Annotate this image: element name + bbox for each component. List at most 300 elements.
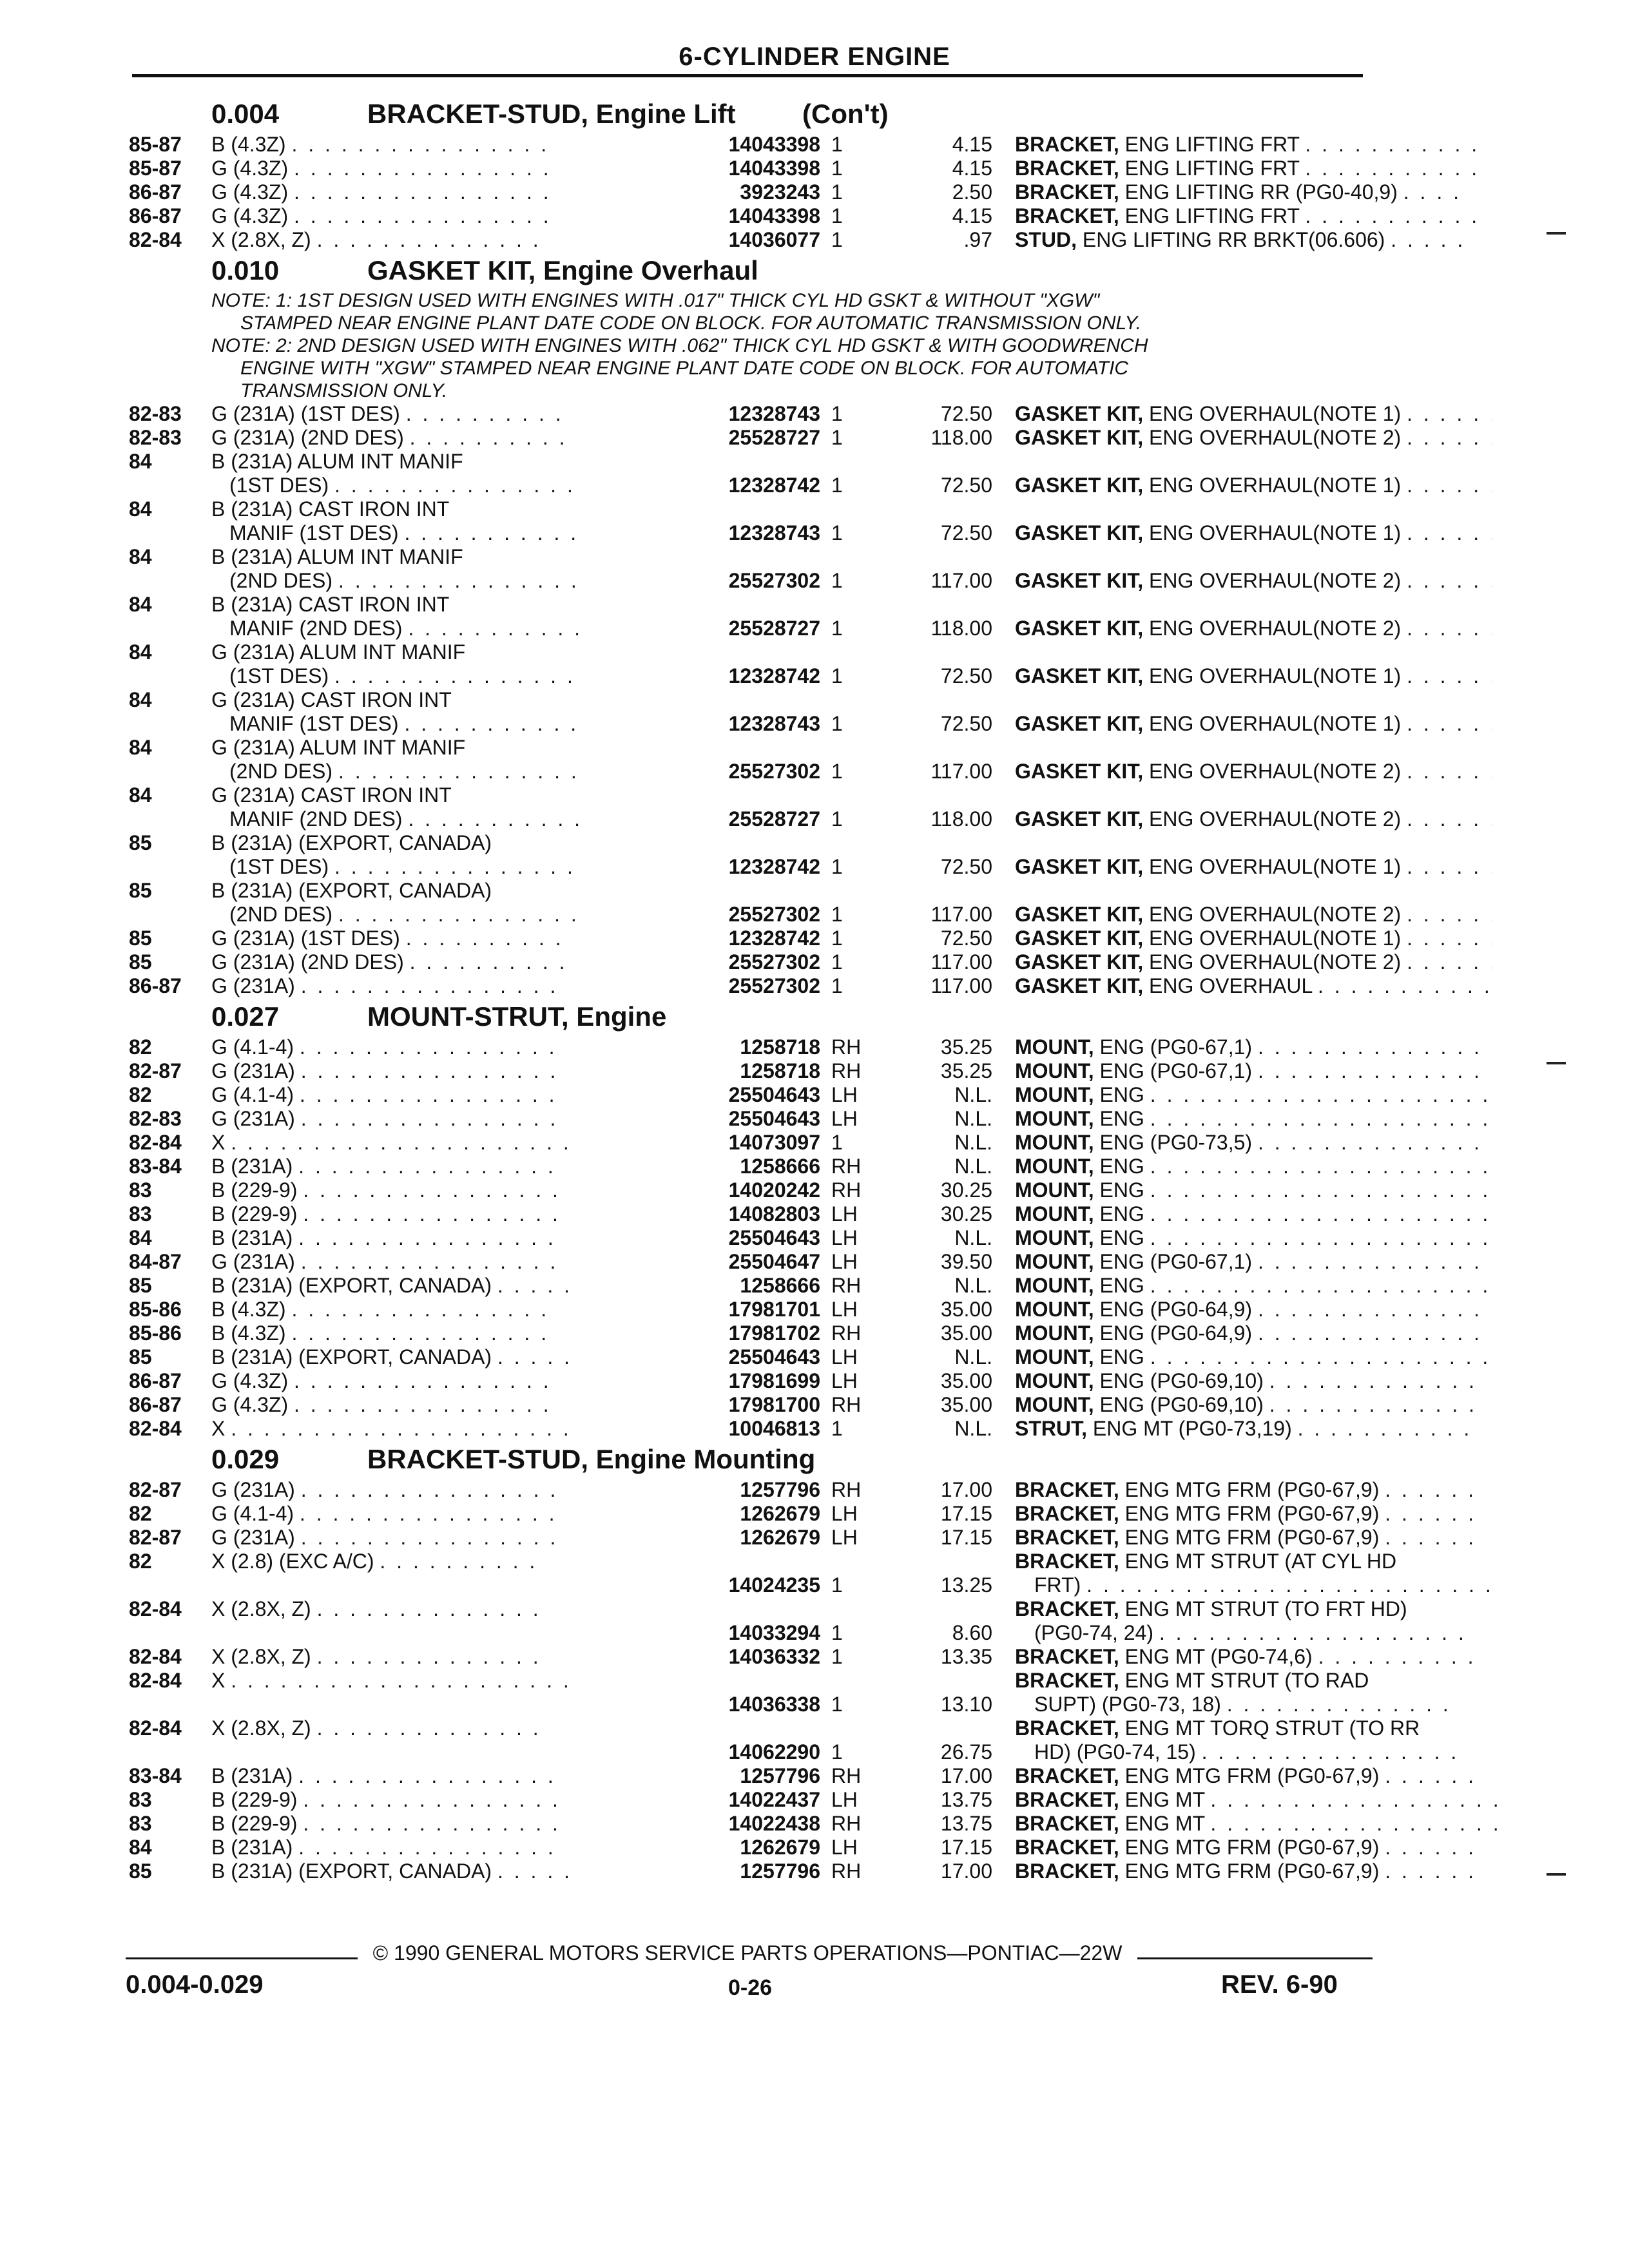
dot-leader [1150,1202,1498,1226]
price: 72.50 [940,664,992,687]
margin-mark [1547,1873,1566,1876]
part-number: 1257796 [740,1478,820,1501]
dot-leader [408,807,579,831]
description-line: MOUNT, ENG . . . [1015,1107,1498,1131]
dot-leader [410,426,566,450]
description-line: GASKET KIT, ENG OVERHAUL(NOTE 2) . . . [1015,950,1498,974]
model-years: 85-87 [129,157,182,180]
description [1015,1417,1498,1441]
description [1015,927,1498,950]
model-line: B (231A) . . . [211,1836,688,1860]
dot-leader [300,1502,554,1526]
description [1015,1274,1498,1298]
model-line: G (231A) . . . [211,1526,688,1550]
model-years: 84 [129,593,152,616]
model-line: G (231A) ALUM INT MANIF [211,736,466,759]
dot-leader [1407,712,1492,736]
description [1015,974,1498,998]
table-row [129,426,1402,450]
dot-leader [1305,133,1488,157]
description-line: BRACKET, ENG MTG FRM (PG0-67,9) . . . [1015,1860,1498,1883]
description-line: BRACKET, ENG MT STRUT (TO FRT HD) [1015,1597,1407,1620]
quantity: 1 [831,1693,843,1716]
price: 17.15 [940,1502,992,1525]
table-row [129,1478,1380,1502]
description-line: BRACKET, ENG LIFTING FRT . . . [1015,204,1498,228]
dot-leader [1258,1298,1478,1321]
dot-leader [301,1250,566,1274]
part-number: 14073097 [728,1131,820,1154]
description-noun: GASKET KIT, [1015,569,1144,592]
description-line: BRACKET, ENG MT TORQ STRUT (TO RR [1015,1716,1420,1740]
price: N.L. [954,1131,992,1154]
quantity: 1 [831,1740,843,1763]
quantity: LH [831,1107,858,1130]
model-line: G (4.3Z) . . . [211,204,688,228]
model-line: G (4.1-4) . . . [211,1035,688,1059]
model-line: G (231A) . . . [211,1478,688,1502]
model-years: 82-84 [129,1131,182,1154]
description-line: GASKET KIT, ENG OVERHAUL(NOTE 2) . . . [1015,903,1498,927]
dot-leader [1150,1178,1498,1202]
model-years: 84 [129,497,152,521]
description-noun: MOUNT, [1015,1202,1094,1225]
description-line: BRACKET, ENG LIFTING FRT . . . [1015,157,1498,180]
model-years: 82-84 [129,1597,182,1620]
model-years: 82-87 [129,1478,182,1501]
description-line: MOUNT, ENG (PG0-64,9) . . . [1015,1321,1498,1345]
part-number: 25504647 [728,1250,820,1273]
price: 30.25 [940,1202,992,1225]
table-row [129,1716,1420,1764]
table-row [129,1369,1373,1393]
table-row [129,1550,1397,1597]
table-row [129,1059,1373,1083]
description [1015,1393,1498,1417]
description [1015,1035,1498,1059]
dot-leader [294,157,559,180]
quantity: RH [831,1059,862,1082]
quantity: 1 [831,855,843,878]
description-line: MOUNT, ENG (PG0-67,1) . . . [1015,1250,1498,1274]
footer-section-range: 0.004-0.029 [126,1970,264,1999]
model-years: 84 [129,688,152,711]
model-years: 82-87 [129,1526,182,1549]
description-line: BRACKET, ENG MT STRUT (TO RAD [1015,1669,1369,1692]
dot-leader [298,1836,564,1860]
description [1015,1716,1498,1764]
description-noun: BRACKET, [1015,204,1119,227]
model-line: X (2.8X, Z) . . . [211,1597,688,1621]
part-number: 25527302 [728,950,820,974]
description-line: MOUNT, ENG . . . [1015,1226,1498,1250]
part-number: 25528727 [728,617,820,640]
table-row [129,402,1402,426]
description-line: GASKET KIT, ENG OVERHAUL(NOTE 1) . . . [1015,402,1498,426]
quantity: RH [831,1178,862,1202]
part-number: 1262679 [740,1836,820,1859]
description [1015,1321,1498,1345]
price: 35.00 [940,1369,992,1392]
description-noun: GASKET KIT, [1015,426,1144,449]
dot-leader [1407,402,1492,426]
price: 13.25 [940,1573,992,1597]
model-years: 85 [129,950,152,974]
dot-leader [303,1788,557,1812]
note-line: NOTE: 1: 1ST DESIGN USED WITH ENGINES WITH .017" THICK CYL HD GSKT & WITHOUT "XGW" [211,290,1100,311]
quantity: LH [831,1226,858,1249]
price: 35.00 [940,1321,992,1345]
description-noun: GASKET KIT, [1015,950,1144,974]
description [1015,1107,1498,1131]
description-line: FRT) . . . [1015,1573,1498,1597]
part-number: 1257796 [740,1764,820,1787]
description-noun: MOUNT, [1015,1107,1094,1130]
dot-leader [1150,1345,1498,1369]
description-line: STRUT, ENG MT (PG0-73,19) . . . [1015,1417,1498,1441]
dot-leader [338,569,575,593]
dot-leader [1258,1059,1478,1083]
model-years: 85-87 [129,133,182,156]
dot-leader [1258,1321,1478,1345]
part-number: 12328742 [728,664,820,687]
model-years: 82-83 [129,1107,182,1130]
dot-leader [1318,974,1498,998]
part-number: 14036077 [728,228,820,251]
table-row [129,1250,1373,1274]
model-line: X . . . [211,1417,688,1441]
description-noun: MOUNT, [1015,1369,1094,1392]
table-row [129,1274,1373,1298]
description [1015,1502,1498,1526]
model-years: 82 [129,1502,152,1525]
model-years: 84-87 [129,1250,182,1273]
description-line: MOUNT, ENG (PG0-69,10) . . . [1015,1369,1498,1393]
section-title: BRACKET-STUD, Engine Lift [367,99,736,129]
model-line: (2ND DES) . . . [211,903,688,927]
section-header [129,95,1373,133]
description [1015,180,1498,204]
dot-leader [231,1669,573,1693]
description-noun: MOUNT, [1015,1083,1094,1106]
price: 72.50 [940,474,992,497]
model-years: 85 [129,1274,152,1297]
price: 117.00 [930,569,992,592]
quantity: 1 [831,157,843,180]
description [1015,1226,1498,1250]
model-years: 86-87 [129,180,182,204]
quantity: 1 [831,664,843,687]
model-years: 85 [129,831,152,854]
description [1015,807,1498,831]
dot-leader [1407,927,1492,950]
table-row [129,1035,1373,1059]
dot-leader [294,180,559,204]
table-row [129,1178,1373,1202]
footer-page-number: 0-26 [728,1975,773,2000]
margin-mark [1547,232,1566,235]
section-number: 0.027 [211,1001,280,1032]
quantity: 1 [831,1131,843,1154]
description [1015,1202,1498,1226]
dot-leader [1150,1274,1498,1298]
description-line: GASKET KIT, ENG OVERHAUL . . . [1015,974,1498,998]
description [1015,903,1498,927]
dot-leader [303,1202,557,1226]
note-line: NOTE: 2: 2ND DESIGN USED WITH ENGINES WITH .062" THICK CYL HD GSKT & WITH GOODWRENCH [211,335,1148,356]
section-continued: (Con't) [802,99,889,129]
model-line: MANIF (1ST DES) . . . [211,712,688,736]
part-number: 25527302 [728,903,820,926]
dot-leader [301,1107,566,1131]
dot-leader [1407,807,1492,831]
dot-leader [1150,1155,1498,1178]
description [1015,569,1498,593]
part-number: 1258718 [740,1059,820,1082]
dot-leader [1407,521,1492,545]
model-years: 84 [129,736,152,759]
quantity: 1 [831,426,843,449]
dot-leader [1258,1035,1478,1059]
description-line: GASKET KIT, ENG OVERHAUL(NOTE 1) . . . [1015,927,1498,950]
table-row [129,640,1402,688]
table-row [129,1645,1373,1669]
quantity: 1 [831,1417,843,1440]
section-header [129,252,1373,289]
description-noun: STUD, [1015,228,1077,251]
table-row [129,1393,1373,1417]
description [1015,1369,1498,1393]
model-line: G (231A) (2ND DES) . . . [211,426,688,450]
description-line: BRACKET, ENG LIFTING FRT . . . [1015,133,1498,157]
model-line: G (231A) (1ST DES) . . . [211,927,688,950]
description-noun: GASKET KIT, [1015,402,1144,425]
dot-leader [338,760,575,783]
description [1015,1788,1498,1812]
model-application [211,1669,688,1693]
dot-leader [231,1417,573,1441]
dot-leader [298,1764,564,1788]
description-noun: BRACKET, [1015,1478,1119,1501]
quantity: LH [831,1202,858,1225]
price: 35.25 [940,1059,992,1082]
dot-leader [1407,903,1492,927]
price: N.L. [954,1107,992,1130]
part-number: 14062290 [728,1740,820,1763]
table-row [129,1345,1373,1369]
section-number: 0.010 [211,255,280,285]
quantity: RH [831,1155,862,1178]
table-row [129,736,1402,783]
description [1015,1250,1498,1274]
dot-leader [1407,426,1492,450]
description [1015,157,1498,180]
model-years: 83 [129,1812,152,1835]
description-noun: MOUNT, [1015,1345,1094,1369]
model-line: G (231A) . . . [211,1107,688,1131]
price: N.L. [954,1083,992,1106]
quantity: RH [831,1860,862,1883]
model-years: 85 [129,879,152,902]
description [1015,855,1498,879]
model-line: X . . . [211,1131,688,1155]
table-row [129,1321,1373,1345]
description [1015,1550,1498,1597]
dot-leader [1318,1645,1477,1669]
quantity: 1 [831,807,843,831]
dot-leader [1407,569,1492,593]
model-years: 83 [129,1202,152,1225]
quantity: 1 [831,569,843,592]
description-noun: BRACKET, [1015,1860,1119,1883]
part-number: 25527302 [728,569,820,592]
model-line: G (4.3Z) . . . [211,1393,688,1417]
price: 117.00 [930,950,992,974]
part-number: 14043398 [728,133,820,156]
quantity: 1 [831,521,843,544]
dot-leader [301,1526,566,1550]
dot-leader [291,1298,557,1321]
model-years: 84 [129,1836,152,1859]
model-years: 82 [129,1550,152,1573]
price: N.L. [954,1226,992,1249]
description-noun: BRACKET, [1015,1716,1119,1740]
model-years: 82-84 [129,228,182,251]
part-number: 1258666 [740,1155,820,1178]
model-years: 82-84 [129,1716,182,1740]
dot-leader [1407,855,1492,879]
description-noun: GASKET KIT, [1015,760,1144,783]
quantity: 1 [831,927,843,950]
description [1015,474,1498,497]
table-row [129,180,1398,204]
description-line: SUPT) (PG0-73, 18) . . . [1015,1693,1498,1716]
dot-leader [1407,617,1492,640]
model-line: G (231A) ALUM INT MANIF [211,640,466,664]
dot-leader [294,1393,559,1417]
table-row [129,228,1385,252]
table-row [129,450,1402,497]
table-row [129,783,1402,831]
part-number: 25504643 [728,1345,820,1369]
dot-leader [1258,1131,1478,1155]
model-line: B (4.3Z) . . . [211,1298,688,1321]
dot-leader [301,974,566,998]
description [1015,1597,1498,1645]
description-noun: BRACKET, [1015,180,1119,204]
dot-leader [1407,474,1492,497]
page-title: 6-CYLINDER ENGINE [679,43,950,71]
description [1015,426,1498,450]
part-number: 25504643 [728,1083,820,1106]
part-number: 25527302 [728,974,820,997]
section-note [211,289,1373,334]
price: 118.00 [930,807,992,831]
price: 117.00 [930,760,992,783]
part-number: 1258666 [740,1274,820,1297]
table-row [129,1298,1373,1321]
price: 30.25 [940,1178,992,1202]
note-line: ENGINE WITH "XGW" STAMPED NEAR ENGINE PLANT DATE CODE ON BLOCK. FOR AUTOMATIC [240,358,1129,379]
quantity: 1 [831,974,843,997]
model-line: B (231A) ALUM INT MANIF [211,545,463,568]
description [1015,950,1498,974]
table-row [129,1155,1373,1178]
description-line: GASKET KIT, ENG OVERHAUL(NOTE 1) . . . [1015,474,1498,497]
description-line: MOUNT, ENG (PG0-69,10) . . . [1015,1393,1498,1417]
part-number: 25527302 [728,760,820,783]
model-years: 84 [129,783,152,807]
description [1015,664,1498,688]
dot-leader [1227,1693,1459,1716]
description-line: MOUNT, ENG . . . [1015,1274,1498,1298]
table-row [129,1202,1373,1226]
model-years: 84 [129,450,152,473]
part-number: 12328743 [728,402,820,425]
table-row [129,927,1402,950]
model-years: 86-87 [129,974,182,997]
description [1015,1812,1498,1836]
description-noun: MOUNT, [1015,1274,1094,1297]
table-row [129,545,1402,593]
model-line: B (231A) CAST IRON INT [211,497,450,521]
model-years: 82-83 [129,426,182,449]
model-years: 84 [129,1226,152,1249]
description-noun: MOUNT, [1015,1298,1094,1321]
description-line: BRACKET, ENG MTG FRM (PG0-67,9) . . . [1015,1478,1498,1502]
model-line: X (2.8X, Z) . . . [211,1716,688,1740]
description [1015,1059,1498,1083]
model-line: G (231A) . . . [211,974,688,998]
price: 17.00 [940,1764,992,1787]
description-line: BRACKET, ENG MTG FRM (PG0-67,9) . . . [1015,1526,1498,1550]
model-line: B (229-9) . . . [211,1178,688,1202]
model-line: (1ST DES) . . . [211,664,688,688]
part-number: 17981700 [728,1393,820,1416]
description-line: BRACKET, ENG MT STRUT (AT CYL HD [1015,1550,1397,1573]
dot-leader [1258,1250,1478,1274]
description [1015,228,1498,252]
table-row [129,688,1402,736]
description [1015,133,1498,157]
price: 39.50 [940,1250,992,1273]
section-title: MOUNT-STRUT, Engine [367,1001,667,1032]
dot-leader [380,1550,546,1573]
description-line: MOUNT, ENG . . . [1015,1155,1498,1178]
price: 4.15 [952,157,992,180]
table-row [129,1669,1373,1716]
price: N.L. [954,1155,992,1178]
description-noun: MOUNT, [1015,1393,1094,1416]
price: 118.00 [930,426,992,449]
model-line: G (4.3Z) . . . [211,180,688,204]
model-line: G (4.1-4) . . . [211,1083,688,1107]
model-line: MANIF (2ND DES) . . . [211,807,688,831]
model-line: (2ND DES) . . . [211,569,688,593]
price: 13.10 [940,1693,992,1716]
quantity: 1 [831,180,843,204]
description-line: GASKET KIT, ENG OVERHAUL(NOTE 1) . . . [1015,664,1498,688]
part-number: 14043398 [728,157,820,180]
dot-leader [1385,1764,1482,1788]
description [1015,402,1498,426]
price: .97 [963,228,992,251]
part-number: 12328742 [728,927,820,950]
description-noun: BRACKET, [1015,1669,1119,1692]
quantity: RH [831,1321,862,1345]
quantity: 1 [831,712,843,735]
price: N.L. [954,1417,992,1440]
